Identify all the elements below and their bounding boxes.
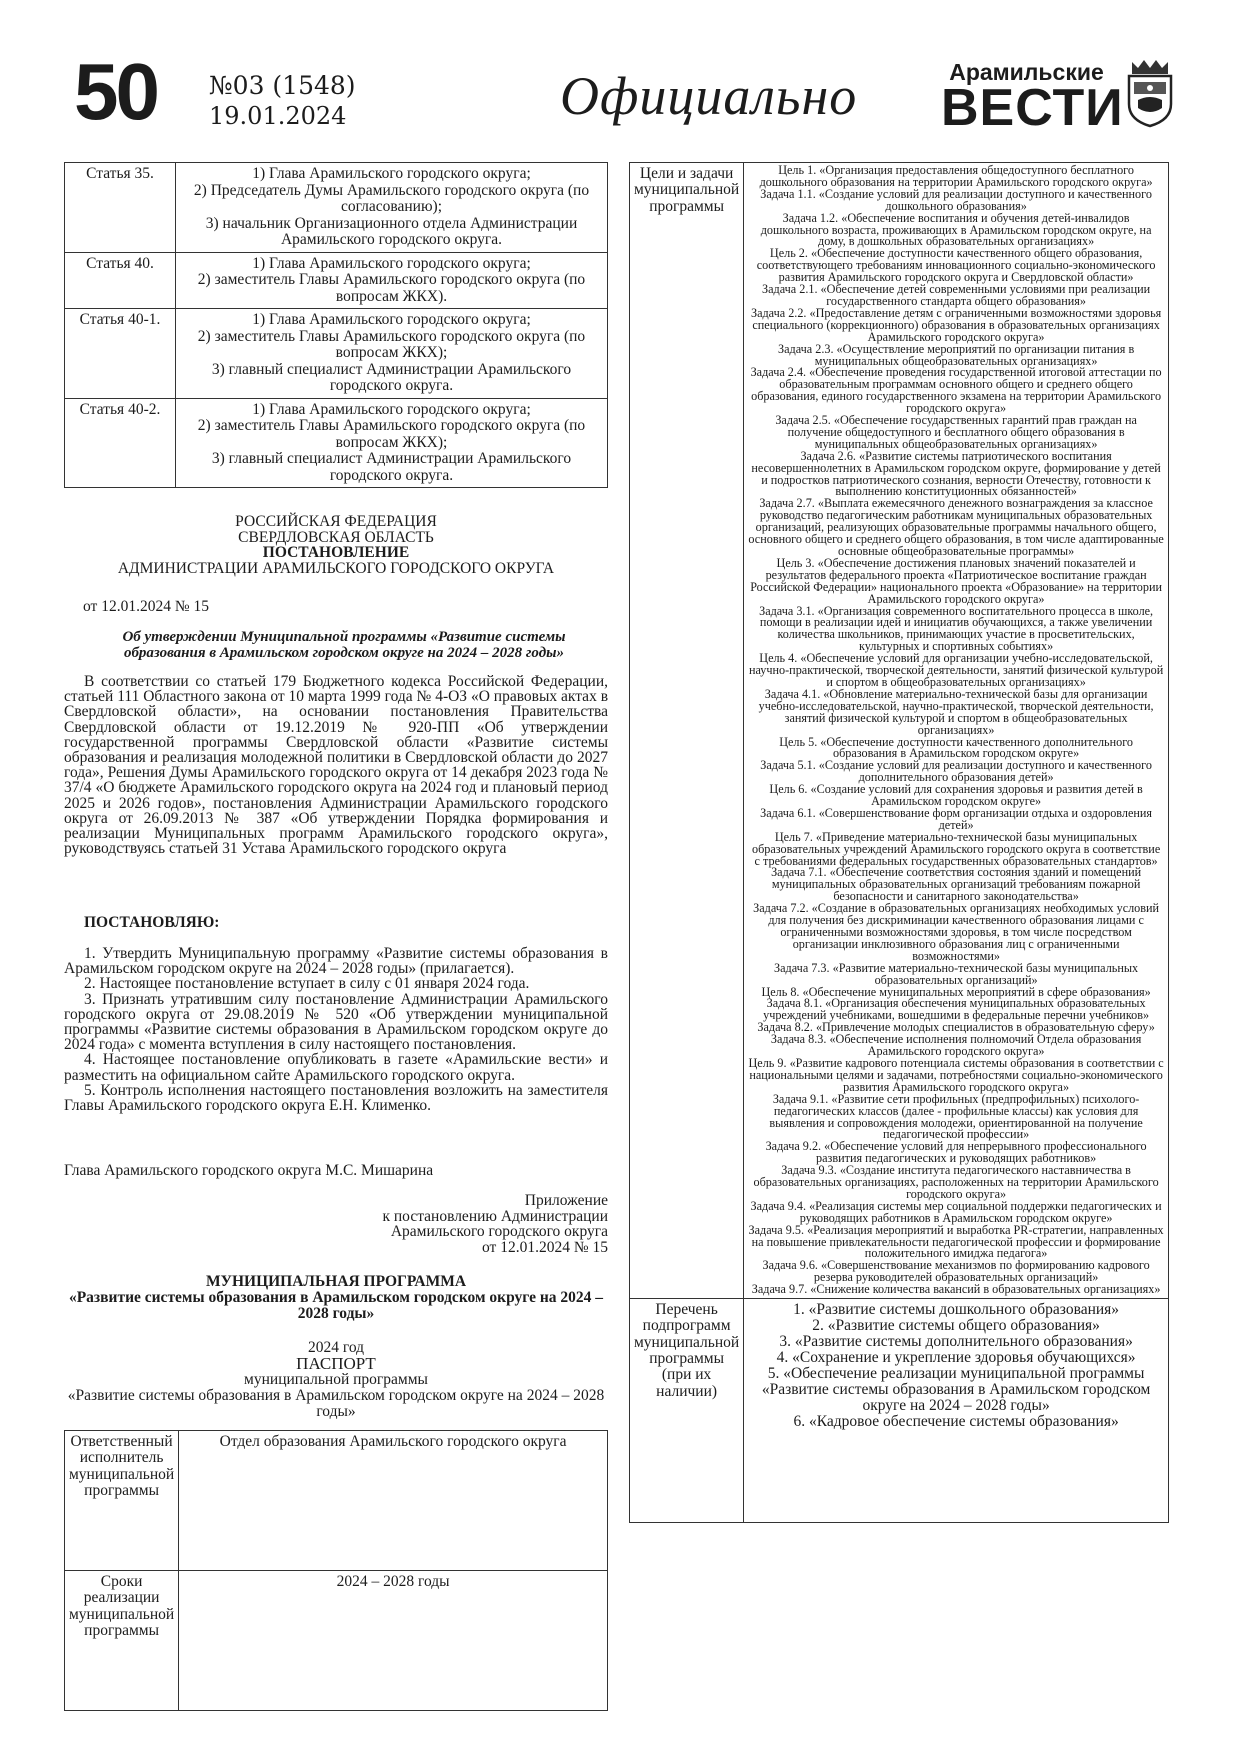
article-cell: Статья 40-1. <box>65 309 176 399</box>
decree-heading-title: ПОСТАНОВЛЕНИЕ <box>262 544 410 561</box>
goal-item: Задача 2.3. «Осуществление мероприятий по организации питания в муниципальных общеобразовательных организациях» <box>778 341 1135 368</box>
official-line: 2) заместитель Главы Арамильского городского округа (по вопросам ЖКХ). <box>197 271 586 305</box>
decree-date: от 12.01.2024 № 15 <box>83 598 209 615</box>
goal-item: Цель 2. «Обеспечение доступности качественного общего образования, соответствующего требованиям инновационного социально-экономического развития Арамильского городского округа и Свердловской области» <box>756 246 1156 285</box>
subprograms-label: Перечень подпрограмм муниципальной программы (при их наличии) <box>630 1299 744 1523</box>
passport-year: 2024 год <box>307 1339 365 1356</box>
subprogram-item: 5. «Обеспечение реализации муниципальной программы «Развитие системы образования в Арамильском городском округе на 2024 – 2028 годы» <box>761 1365 1151 1415</box>
subprogram-item: 4. «Сохранение и укрепление здоровья обучающихся» <box>776 1349 1136 1367</box>
passport-label: Ответственный исполнитель муниципальной программы <box>65 1431 179 1571</box>
appendix-line: к постановлению Администрации <box>382 1207 608 1225</box>
program-title-line: «Развитие системы образования в Арамильском городском округе на 2024 – 2028 годы» <box>68 1289 604 1322</box>
subprograms-list <box>744 1299 1169 1523</box>
table-row <box>630 163 1169 1299</box>
goals-label: Цели и задачи муниципальной программы <box>630 163 744 1299</box>
goal-item: Задача 9.5. «Реализация мероприятий и выработка PR-стратегии, направленных на повышение привлекательности педагогической профессии и формирование положительного имиджа педагога» <box>748 1222 1164 1261</box>
goal-item: Задача 9.1. «Развитие сети профильных (предпрофильных) психолого-педагогических классов (далее - профильные классы) как условия для выявления и сопровождения молодежи, ориентированной на получение педагогической профессии» <box>769 1091 1143 1142</box>
table-row <box>65 252 608 309</box>
decree-preamble: В соответствии со статьей 179 Бюджетного кодекса Российской Федерации, статьей 111 Областного закона от 10 марта 1999 года № 4-ОЗ «О правовых актах в Свердловской области», на основании постановления Правительства Свердловской области от 19.12.2019 № 920-ПП «Об утверждении государственной программы Свердловской области «Развитие системы образования и реализация молодежной политики в Свердловской области до 2027 года», Решения Думы Арамильского городского округа от 14 декабря 2023 года № 37/4 «О бюджете Арамильского городского округа на 2024 год и плановый период 2025 и 2026 годов», постановления Администрации Арамильского городского округа от 26.09.2013 № 387 «Об утверждении Порядка формирования и реализации Муниципальных программ Арамильского городского округа», руководствуясь статьей 31 Устава Арамильского городского округа <box>64 673 609 858</box>
page-number: 50 <box>74 47 157 136</box>
program-title-line: МУНИЦИПАЛЬНАЯ ПРОГРАММА <box>205 1273 467 1290</box>
decree-item: 5. Контроль исполнения настоящего постановления возложить на заместителя Главы Арамильского городского округа Е.Н. Клименко. <box>64 1081 608 1115</box>
decree-subject: Об утверждении Муниципальной программы «Развитие системы образования в Арамильском городском округе на 2024 – 2028 годы» <box>122 629 566 661</box>
passport-subtitle: «Развитие системы образования в Арамильском городском округе на 2024 – 2028 годы» <box>67 1387 605 1420</box>
table-row <box>630 1299 1169 1523</box>
official-line: 1) Глава Арамильского городского округа; <box>252 311 531 328</box>
appendix-line: Приложение <box>524 1192 608 1209</box>
passport-table <box>64 1430 608 1711</box>
goal-item: Задача 7.3. «Развитие материально-технической базы муниципальных образовательных организаций» <box>774 960 1139 987</box>
goal-item: Задача 5.1. «Создание условий для реализации доступного и качественного дополнительного образования детей» <box>760 758 1152 785</box>
official-line: 1) Глава Арамильского городского округа; <box>252 254 531 272</box>
issue-date: 19.01.2024 <box>209 102 347 130</box>
appendix-line: Арамильского городского округа <box>390 1223 608 1240</box>
decree-heading-line: СВЕРДЛОВСКАЯ ОБЛАСТЬ <box>238 528 434 546</box>
decree-item: 4. Настоящее постановление опубликовать в газете «Арамильские вести» и разместить на официальном сайте Арамильского городского округа. <box>64 1051 608 1084</box>
goal-item: Цель 9. «Развитие кадрового потенциала системы образования в соответствии с национальными целями и задачами, потребностями социально-экономического развития Арамильского городского округа» <box>748 1055 1164 1094</box>
appendix-note <box>320 1193 608 1255</box>
article-cell: Статья 35. <box>65 163 176 253</box>
goal-item: Задача 6.1. «Совершенствование форм организации отдыха и оздоровления детей» <box>760 805 1153 832</box>
goal-item: Задача 9.7. «Снижение количества вакансий в образовательных организациях» <box>751 1282 1161 1297</box>
official-line: 2) Председатель Думы Арамильского городского округа (по согласованию); <box>193 181 590 215</box>
passport-heading <box>64 1340 608 1420</box>
officials-cell <box>176 252 608 309</box>
official-line: 2) заместитель Главы Арамильского городского округа (по вопросам ЖКХ); <box>197 417 586 451</box>
decree-resolve: ПОСТАНОВЛЯЮ: <box>84 914 220 931</box>
brand-name-main: ВЕСТИ <box>941 79 1124 137</box>
goal-item: Задача 8.3. «Обеспечение исполнения полномочий Отдела образования Арамильского городского округа» <box>770 1032 1142 1059</box>
subprogram-item: 2. «Развитие системы общего образования» <box>812 1317 1100 1335</box>
goal-item: Цель 4. «Обеспечение условий для организации учебно-исследовательской, научно-практической, творческой деятельности, занятий физической культурой и спортом в общеобразовательных организациях» <box>748 651 1164 689</box>
passport-value: Отдел образования Арамильского городского округа <box>179 1431 608 1571</box>
goal-item: Задача 3.1. «Организация современного воспитательного процесса в школе, помощи в реализации идей и инициатив обучающихся, а также увеличении количества школьников, принимающих участие в просветительских, культурных и спортивных событиях» <box>759 603 1154 654</box>
goal-item: Задача 9.6. «Совершенствование механизмов по формированию кадрового резерва руководителей образовательных организаций» <box>762 1258 1150 1285</box>
passport-title: ПАСПОРТ <box>296 1354 376 1373</box>
table-row <box>65 1571 608 1711</box>
goal-item: Задача 2.4. «Обеспечение проведения государственной итоговой аттестации по образовательным программам основного общего и среднего общего образования, единого государственного экзамена на территории Арамильского городского округа» <box>750 365 1162 416</box>
official-line: 3) главный специалист Администрации Арамильского городского округа. <box>211 450 572 484</box>
article-cell: Статья 40. <box>65 252 176 309</box>
goal-item: Цель 6. «Создание условий для сохранения здоровья и развития детей в Арамильском городском округе» <box>769 782 1143 809</box>
article-cell: Статья 40-2. <box>65 398 176 488</box>
goal-item: Задача 9.3. «Создание института педагогического наставничества в образовательных организациях, расположенных на территории Арамильского городского округа» <box>753 1163 1159 1201</box>
table-row <box>65 1431 608 1571</box>
section-title: Официально <box>560 66 858 126</box>
goal-item: Задача 8.2. «Привлечение молодых специалистов в образовательную сферу» <box>757 1020 1155 1035</box>
decree-item: 3. Признать утратившим силу постановление Администрации Арамильского городского округа от 29.08.2019 № 520 «Об утверждении муниципальной программы «Развитие системы образования в Арамильском городском округе до 2024 года» с момента вступления в силу настоящего постановления. <box>64 990 608 1054</box>
goal-item: Задача 2.7. «Выплата ежемесячного денежного вознаграждения за классное руководство педагогическим работникам муниципальных образовательных организаций, реализующих образовательные программы начального общего, основного общего и среднего общего образования, в том числе адаптированные основные общеобразовательные программы» <box>748 496 1164 558</box>
goal-item: Задача 1.1. «Создание условий для реализации доступного и качественного дошкольного образования» <box>760 186 1152 213</box>
official-line: 1) Глава Арамильского городского округа; <box>252 165 531 182</box>
goal-item: Цель 7. «Приведение материально-технической базы муниципальных образовательных учреждений Арамильского городского округа в соответствие с требованиями федеральных государственных образовательных стандартов» <box>751 829 1161 868</box>
officials-cell <box>176 163 608 253</box>
goal-item: Задача 7.1. «Обеспечение соответствия состояния зданий и помещений муниципальных образовательных организаций требованиям пожарной безопасности и санитарного законодательства» <box>771 865 1142 904</box>
table-row <box>65 163 608 253</box>
goal-item: Задача 1.2. «Обеспечение воспитания и обучения детей-инвалидов дошкольного возраста, проживающих в Арамильском городском округе, на дому, в дошкольных образовательных организациях» <box>760 210 1152 249</box>
official-line: 1) Глава Арамильского городского округа; <box>252 400 531 418</box>
subprogram-item: 1. «Развитие системы дошкольного образования» <box>793 1301 1120 1319</box>
articles-table <box>64 162 608 488</box>
goals-list <box>744 163 1169 1299</box>
goal-item: Задача 7.2. «Создание в образовательных организациях необходимых условий для получения без дискриминации качественного образования лицами с ограниченными возможностями здоровья, в том числе посредством организации инклюзивного образования лиц с ограниченными возможностями» <box>753 901 1160 963</box>
decree-signature: Глава Арамильского городского округа М.С. Мишарина <box>64 1162 434 1179</box>
officials-cell <box>176 309 608 399</box>
goal-item: Цель 3. «Обеспечение достижения плановых значений показателей и результатов федерального проекта «Патриотическое воспитание граждан Российской Федерации» национального проекта «Образование» на территории Арамильского городского округа» <box>750 555 1163 606</box>
goal-item: Цель 8. «Обеспечение муниципальных мероприятий в сфере образования» <box>761 984 1151 999</box>
table-row <box>65 398 608 488</box>
passport-subtitle: муниципальной программы <box>244 1371 428 1388</box>
official-line: 2) заместитель Главы Арамильского городского округа (по вопросам ЖКХ); <box>197 327 586 361</box>
decree-heading-line: АДМИНИСТРАЦИИ АРАМИЛЬСКОГО ГОРОДСКОГО ОКРУГА <box>117 559 555 577</box>
official-line: 3) начальник Организационного отдела Администрации Арамильского городского округа. <box>205 214 578 248</box>
goal-item: Задача 9.2. «Обеспечение условий для непрерывного профессионального развития педагогических и руководящих работников» <box>765 1139 1147 1166</box>
issue-number: №03 (1548) <box>209 71 356 100</box>
decree-item: 2. Настоящее постановление вступает в силу с 01 января 2024 года. <box>84 975 530 993</box>
passport-value: 2024 – 2028 годы <box>179 1571 608 1711</box>
decree-heading <box>64 514 608 576</box>
official-line: 3) главный специалист Администрации Арамильского городского округа. <box>211 360 572 394</box>
goal-item: Задача 2.6. «Развитие системы патриотического воспитания несовершеннолетних в Арамильском городском округе, формирование у детей и подростков патриотического сознания, верности Отечеству, готовности к выполнению конституционных обязанностей» <box>751 448 1161 499</box>
table-row <box>65 309 608 399</box>
program-title <box>64 1274 608 1322</box>
passport-label: Сроки реализации муниципальной программы <box>65 1571 179 1711</box>
goal-item: Задача 8.1. «Организация обеспечения муниципальных образовательных учреждений учебниками, вошедшими в федеральные перечни учебников» <box>763 996 1150 1023</box>
goal-item: Цель 5. «Обеспечение доступности качественного дополнительного образования в Арамильском городском округе» <box>779 734 1133 761</box>
appendix-line: от 12.01.2024 № 15 <box>482 1238 608 1256</box>
goal-item: Задача 2.1. «Обеспечение детей современными условиями при реализации государственного стандарта общего образования» <box>762 282 1151 308</box>
subprogram-item: 6. «Кадровое обеспечение системы образования» <box>793 1413 1119 1431</box>
goal-item: Задача 2.2. «Предоставление детям с ограниченными возможностями здоровья специального (коррекционного) образования в образовательных организациях Арамильского городского округа» <box>750 305 1162 344</box>
goal-item: Цель 1. «Организация предоставления общедоступного бесплатного дошкольного образования на территории Арамильского городского округа» <box>759 163 1153 189</box>
goal-item: Задача 9.4. «Реализация системы мер социальной поддержки педагогических и руководящих работников в Арамильском городском округе» <box>750 1198 1162 1225</box>
goal-item: Задача 2.5. «Обеспечение государственных гарантий прав граждан на получение общедоступного и бесплатного общего образования в муниципальных общеобразовательных организациях» <box>775 413 1137 451</box>
decree-heading-line: РОССИЙСКАЯ ФЕДЕРАЦИЯ <box>235 513 437 530</box>
officials-cell <box>176 398 608 488</box>
brand-name-top: Арамильские <box>949 59 1104 85</box>
decree-item: 1. Утвердить Муниципальную программу «Развитие системы образования в Арамильском городском округе на 2024 – 2028 годы» (прилагается). <box>64 945 608 978</box>
decree-items <box>64 946 608 1113</box>
subprogram-item: 3. «Развитие системы дополнительного образования» <box>779 1333 1133 1351</box>
goal-item: Задача 4.1. «Обновление материально-технической базы для организации учебно-исследовательской, научно-практической, творческой деятельности, занятий физической культурой и спортом в общеобразовательных организациях» <box>758 686 1154 737</box>
goals-table <box>629 162 1169 1523</box>
coat-of-arms-icon <box>1124 58 1176 128</box>
